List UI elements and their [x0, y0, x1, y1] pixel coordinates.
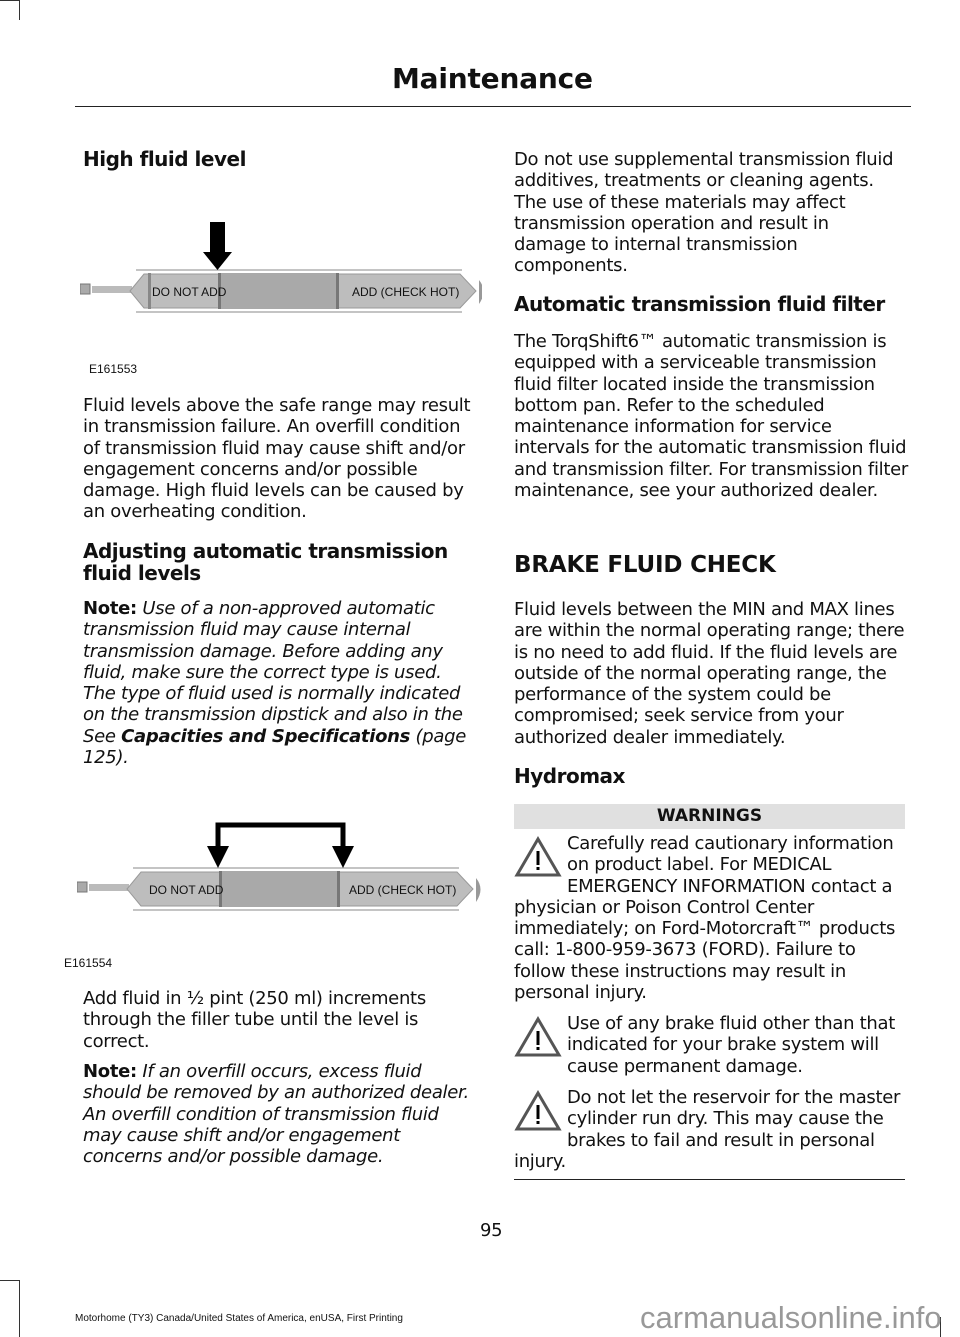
additives-paragraph: Do not use supplemental transmission fluid additives, treatments or cleaning agents. The use of these materials may affect transmission operation and result in damage to internal transmission components.: [514, 149, 894, 277]
page-number: 95: [480, 1220, 503, 1241]
note-label: Note:: [83, 1061, 137, 1082]
warning-text: Carefully read cautionary information on product label. For MEDICAL EMERGENCY INFORMATION contact a physician or Poison Control Center immediately; on Ford-Motorcraft™ products call: 1-800-959-3673 (FORD). Failure to follow these instructions may result in personal injury.: [514, 833, 896, 1004]
capacities-link[interactable]: Capacities and Specifications: [121, 725, 411, 747]
figure-id: E161553: [89, 362, 138, 376]
adjusting-heading: Adjusting automatic transmission fluid levels: [83, 539, 448, 585]
page-ref: (page 125).: [83, 725, 467, 769]
warning-text: Do not let the reservoir for the master cylinder run dry. This may cause the brakes to fail and result in personal injury.: [514, 1087, 901, 1172]
high-fluid-paragraph: Fluid levels above the safe range may result in transmission failure. An overfill condition of transmission fluid may cause shift and/or engagement concerns and/or possible damage. High fluid levels can be caused by an overheating condition.: [83, 395, 471, 523]
filter-heading: Automatic transmission fluid filter: [514, 292, 885, 316]
warnings-header: WARNINGS: [514, 804, 905, 829]
filter-paragraph: The TorqShift6™ automatic transmission is equipped with a serviceable transmission fluid filter located inside the transmission bottom pan. Refer to the scheduled maintenance information for service intervals for the automatic transmission fluid and transmission filter. For transmission filter maintenance, see your authorized dealer.: [514, 331, 908, 502]
crop-mark: [0, 0, 20, 1]
note-text: If an overfill occurs, excess fluid should be removed by an authorized dealer. An overfill condition of transmission fluid may cause shift and/or engagement concerns and/or possible damage.: [83, 1061, 469, 1168]
note-overfill: [83, 1061, 478, 1167]
warnings-end-rule: [514, 1179, 905, 1180]
note-nonapproved-fluid: [83, 598, 478, 768]
edition-footer: Motorhome (TY3) Canada/United States of America, enUSA, First Printing: [75, 1313, 403, 1324]
crop-mark: [19, 0, 20, 20]
do-not-add-label: DO NOT ADD: [149, 883, 224, 897]
section-title: Maintenance: [392, 62, 593, 95]
note-text: Use of a non-approved automatic transmission fluid may cause internal transmission damage. Before adding any fluid, make sure the correct type is used. The type of fluid used is normally indicated on the transmission dipstick and also in the See: [83, 598, 463, 747]
add-fluid-paragraph: Add fluid in ½ pint (250 ml) increments through the filler tube until the level is correct.: [83, 988, 426, 1052]
dipstick-figure-high: [80, 222, 482, 322]
hydromax-heading: Hydromax: [514, 764, 625, 788]
dipstick-figure-range: [77, 820, 482, 920]
add-check-hot-label: ADD (CHECK HOT): [352, 285, 460, 299]
warning-text: Use of any brake fluid other than that indicated for your brake system will cause permanent damage.: [567, 1013, 896, 1077]
crop-mark: [19, 1280, 20, 1337]
brake-paragraph: Fluid levels between the MIN and MAX lines are within the normal operating range; there is no need to add fluid. If the fluid levels are outside of the normal operating range, the performance of the system could be compromised; seek service from your authorized dealer immediately.: [514, 599, 905, 748]
crop-mark: [0, 1280, 20, 1281]
high-fluid-heading: High fluid level: [83, 147, 246, 171]
figure-id: E161554: [64, 956, 113, 970]
do-not-add-label: DO NOT ADD: [152, 285, 227, 299]
watermark: carmanualsonline.info: [640, 1300, 942, 1335]
note-label: Note:: [83, 598, 137, 619]
add-check-hot-label: ADD (CHECK HOT): [349, 883, 457, 897]
header-rule: [75, 106, 911, 107]
brake-fluid-heading: BRAKE FLUID CHECK: [514, 552, 776, 578]
